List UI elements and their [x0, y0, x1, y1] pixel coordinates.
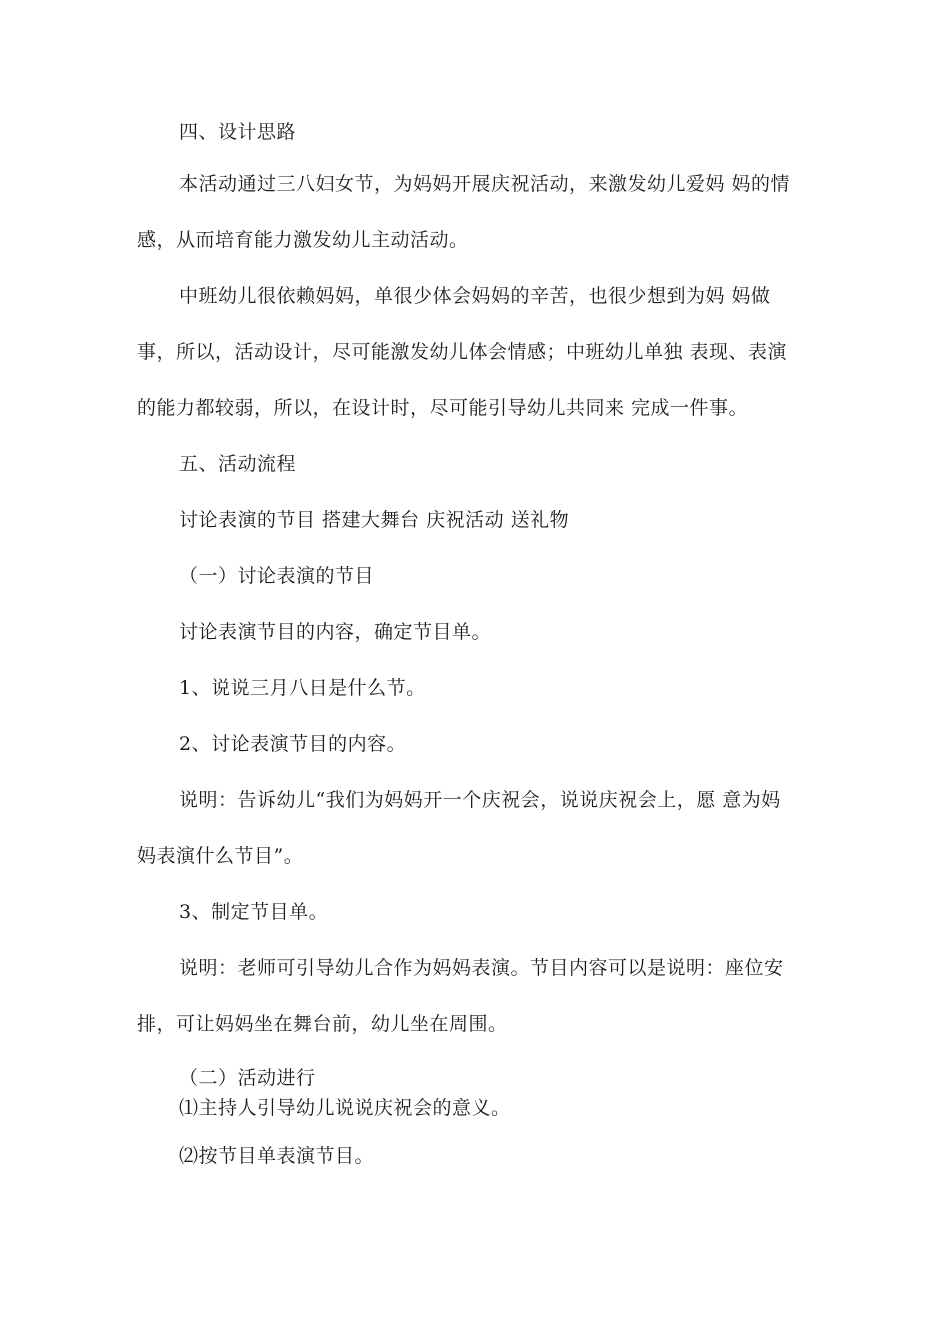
- paragraph-line: 讨论表演的节目 搭建大舞台 庆祝活动 送礼物: [179, 509, 570, 531]
- subsection-heading: （二）活动进行: [179, 1067, 316, 1089]
- list-item: 1、说说三月八日是什么节。: [179, 677, 426, 699]
- paragraph-line: 感，从而培育能力激发幼儿主动活动。: [137, 229, 469, 251]
- paragraph-line: 的能力都较弱，所以，在设计时，尽可能引导幼儿共同来 完成一件事。: [137, 397, 749, 419]
- paragraph-line: 中班幼儿很依赖妈妈，单很少体会妈妈的辛苦，也很少想到为妈 妈做: [179, 285, 771, 307]
- section-heading-activity-flow: 五、活动流程: [179, 453, 297, 475]
- list-item: 3、制定节目单。: [179, 901, 329, 923]
- list-item: ⑵按节目单表演节目。: [179, 1145, 375, 1167]
- paragraph-line: 本活动通过三八妇女节，为妈妈开展庆祝活动，来激发幼儿爱妈 妈的情: [179, 173, 791, 195]
- list-item: 2、讨论表演节目的内容。: [179, 733, 407, 755]
- paragraph-line: 事，所以，活动设计，尽可能激发幼儿体会情感；中班幼儿单独 表现、表演: [137, 341, 788, 363]
- section-heading-design-ideas: 四、设计思路: [179, 121, 297, 143]
- paragraph-line: 说明：老师可引导幼儿合作为妈妈表演。节目内容可以是说明：座位安: [179, 957, 784, 979]
- list-item: ⑴主持人引导幼儿说说庆祝会的意义。: [179, 1097, 511, 1119]
- paragraph-line: 说明：告诉幼儿“我们为妈妈开一个庆祝会，说说庆祝会上，愿 意为妈: [179, 789, 781, 811]
- paragraph-line: 讨论表演节目的内容，确定节目单。: [179, 621, 492, 643]
- paragraph-line: 排，可让妈妈坐在舞台前，幼儿坐在周围。: [137, 1013, 508, 1035]
- subsection-heading: （一）讨论表演的节目: [179, 565, 375, 587]
- paragraph-line: 妈表演什么节目”。: [137, 845, 304, 867]
